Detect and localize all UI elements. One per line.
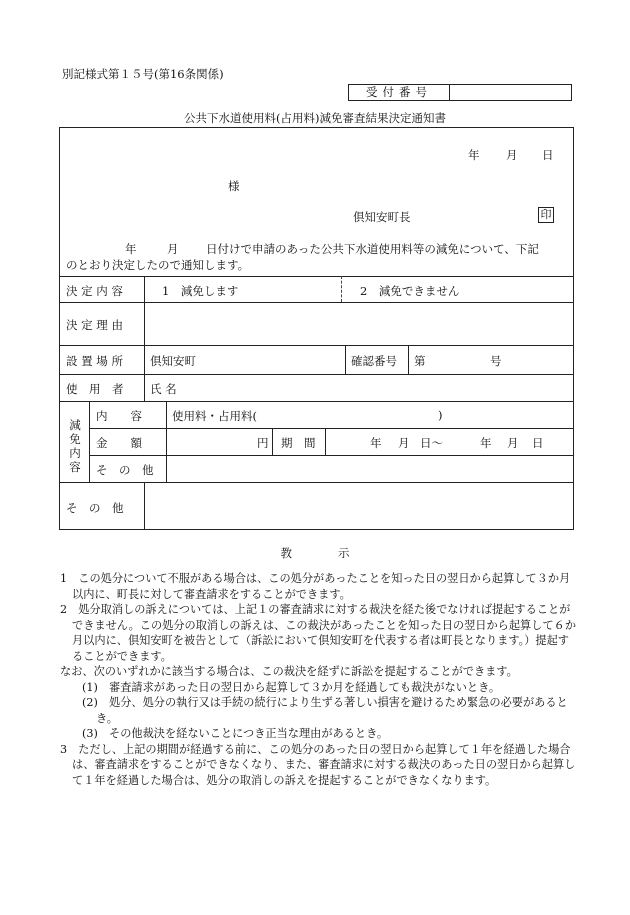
reason-label: 決 定 理 由 <box>66 318 123 332</box>
document-title: 公共下水道使用料(占用料)減免審査結果決定通知書 <box>184 111 446 125</box>
note-subitem-2: (2) 処分、処分の執行又は手続の続行により生ずる著しい損害を避けるため緊急の必要があるとき。 <box>82 696 568 725</box>
period-from-month: 月 <box>398 436 410 450</box>
receipt-number-label: 受付番号 <box>349 85 450 100</box>
row-divider <box>59 345 574 346</box>
receipt-number-box <box>348 84 572 101</box>
col-divider <box>144 276 145 401</box>
note-item-3: 3 ただし、上記の期間が経過する前に、この処分のあった日の翌日から起算して１年を経過した場合は、審査請求をすることができなくなり、また、審査請求に対する裁決のあった日の翌日から起算して１年を経過した場合は、処分の取消しの訴えを提起することができなくなります。 <box>60 742 576 787</box>
col-divider <box>325 428 326 455</box>
note-item-1: 1 この処分について不服がある場合は、この処分があったことを知った日の翌日から起算して３か月以内に、町長に対して審査請求をすることができます。 <box>60 572 571 601</box>
period-label: 期 間 <box>281 436 316 450</box>
intro-text-line1: 日付けで申請のあった公共下水道使用料等の減免について、下記 <box>206 242 539 256</box>
user-name-label: 氏 名 <box>150 382 177 396</box>
intro-year: 年 <box>125 242 137 256</box>
row-divider <box>89 455 574 456</box>
addressee-suffix: 様 <box>228 179 240 193</box>
content-value: 使用料・占用料( <box>172 409 257 423</box>
col-divider-dashed <box>341 276 342 302</box>
receipt-number-field[interactable] <box>450 85 571 100</box>
col-divider <box>272 428 273 455</box>
amount-unit: 円 <box>257 436 269 450</box>
decision-option-deny[interactable]: 2 減免できません <box>360 284 460 298</box>
row-divider <box>59 276 574 277</box>
location-label: 設 置 場 所 <box>66 354 123 368</box>
col-divider <box>345 345 346 374</box>
note-item-2-exception: なお、次のいずれかに該当する場合は、この裁決を経ずに訴訟を提起することができます。 <box>60 665 518 678</box>
amount-label: 金 額 <box>96 436 142 450</box>
intro-text-line2: のとおり決定したので通知します。 <box>66 258 250 272</box>
row-divider <box>59 302 574 303</box>
notice-notes <box>60 571 580 788</box>
row-divider <box>59 401 574 402</box>
user-label: 使 用 者 <box>66 382 124 396</box>
col-divider <box>144 482 145 530</box>
other-label: そ の 他 <box>66 501 124 515</box>
row-divider <box>59 482 574 483</box>
exemption-group-label: 減免内容 <box>69 418 81 474</box>
exemption-other-label: そ の 他 <box>96 463 154 477</box>
col-divider <box>166 401 167 482</box>
intro-month: 月 <box>167 242 179 256</box>
row-divider <box>89 428 574 429</box>
content-label: 内 容 <box>96 409 142 423</box>
period-from-day: 日〜 <box>420 436 443 450</box>
notice-heading: 教 示 <box>280 546 350 560</box>
location-value: 倶知安町 <box>150 354 196 368</box>
content-close: ) <box>438 408 443 422</box>
note-item-2: 2 処分取消しの訴えについては、上記１の審査請求に対する裁決を経た後でなければ提起することができません。この処分の取消しの訴えは、この裁決があったことを知った日の翌日から起算して６か月以内に、倶知安町を被告として（訴訟において倶知安町を代表する者は町長となります。）提起することができます。 <box>60 603 577 663</box>
confirm-number-suffix: 号 <box>490 354 502 368</box>
col-divider <box>408 345 409 374</box>
issuer-name: 倶知安町長 <box>353 210 411 224</box>
period-to-day: 日 <box>532 436 544 450</box>
form-number: 別記様式第１５号(第16条関係) <box>62 67 224 81</box>
confirm-number-prefix: 第 <box>414 354 426 368</box>
date-month: 月 <box>506 148 518 162</box>
note-subitem-3: (3) その他裁決を経ないことにつき正当な理由があるとき。 <box>82 727 389 740</box>
official-seal-stamp: 印 <box>538 207 554 223</box>
date-day: 日 <box>542 148 554 162</box>
date-year: 年 <box>468 148 480 162</box>
note-subitem-1: (1) 審査請求があった日の翌日から起算して３か月を経過しても裁決がないとき。 <box>82 680 501 694</box>
decision-label: 決 定 内 容 <box>66 284 123 298</box>
decision-option-approve[interactable]: 1 減免します <box>162 284 239 298</box>
col-divider <box>89 401 90 482</box>
row-divider <box>59 374 574 375</box>
period-to-month: 月 <box>507 436 519 450</box>
period-to-year: 年 <box>480 436 492 450</box>
confirm-number-label: 確認番号 <box>351 354 397 368</box>
period-from-year: 年 <box>370 436 382 450</box>
